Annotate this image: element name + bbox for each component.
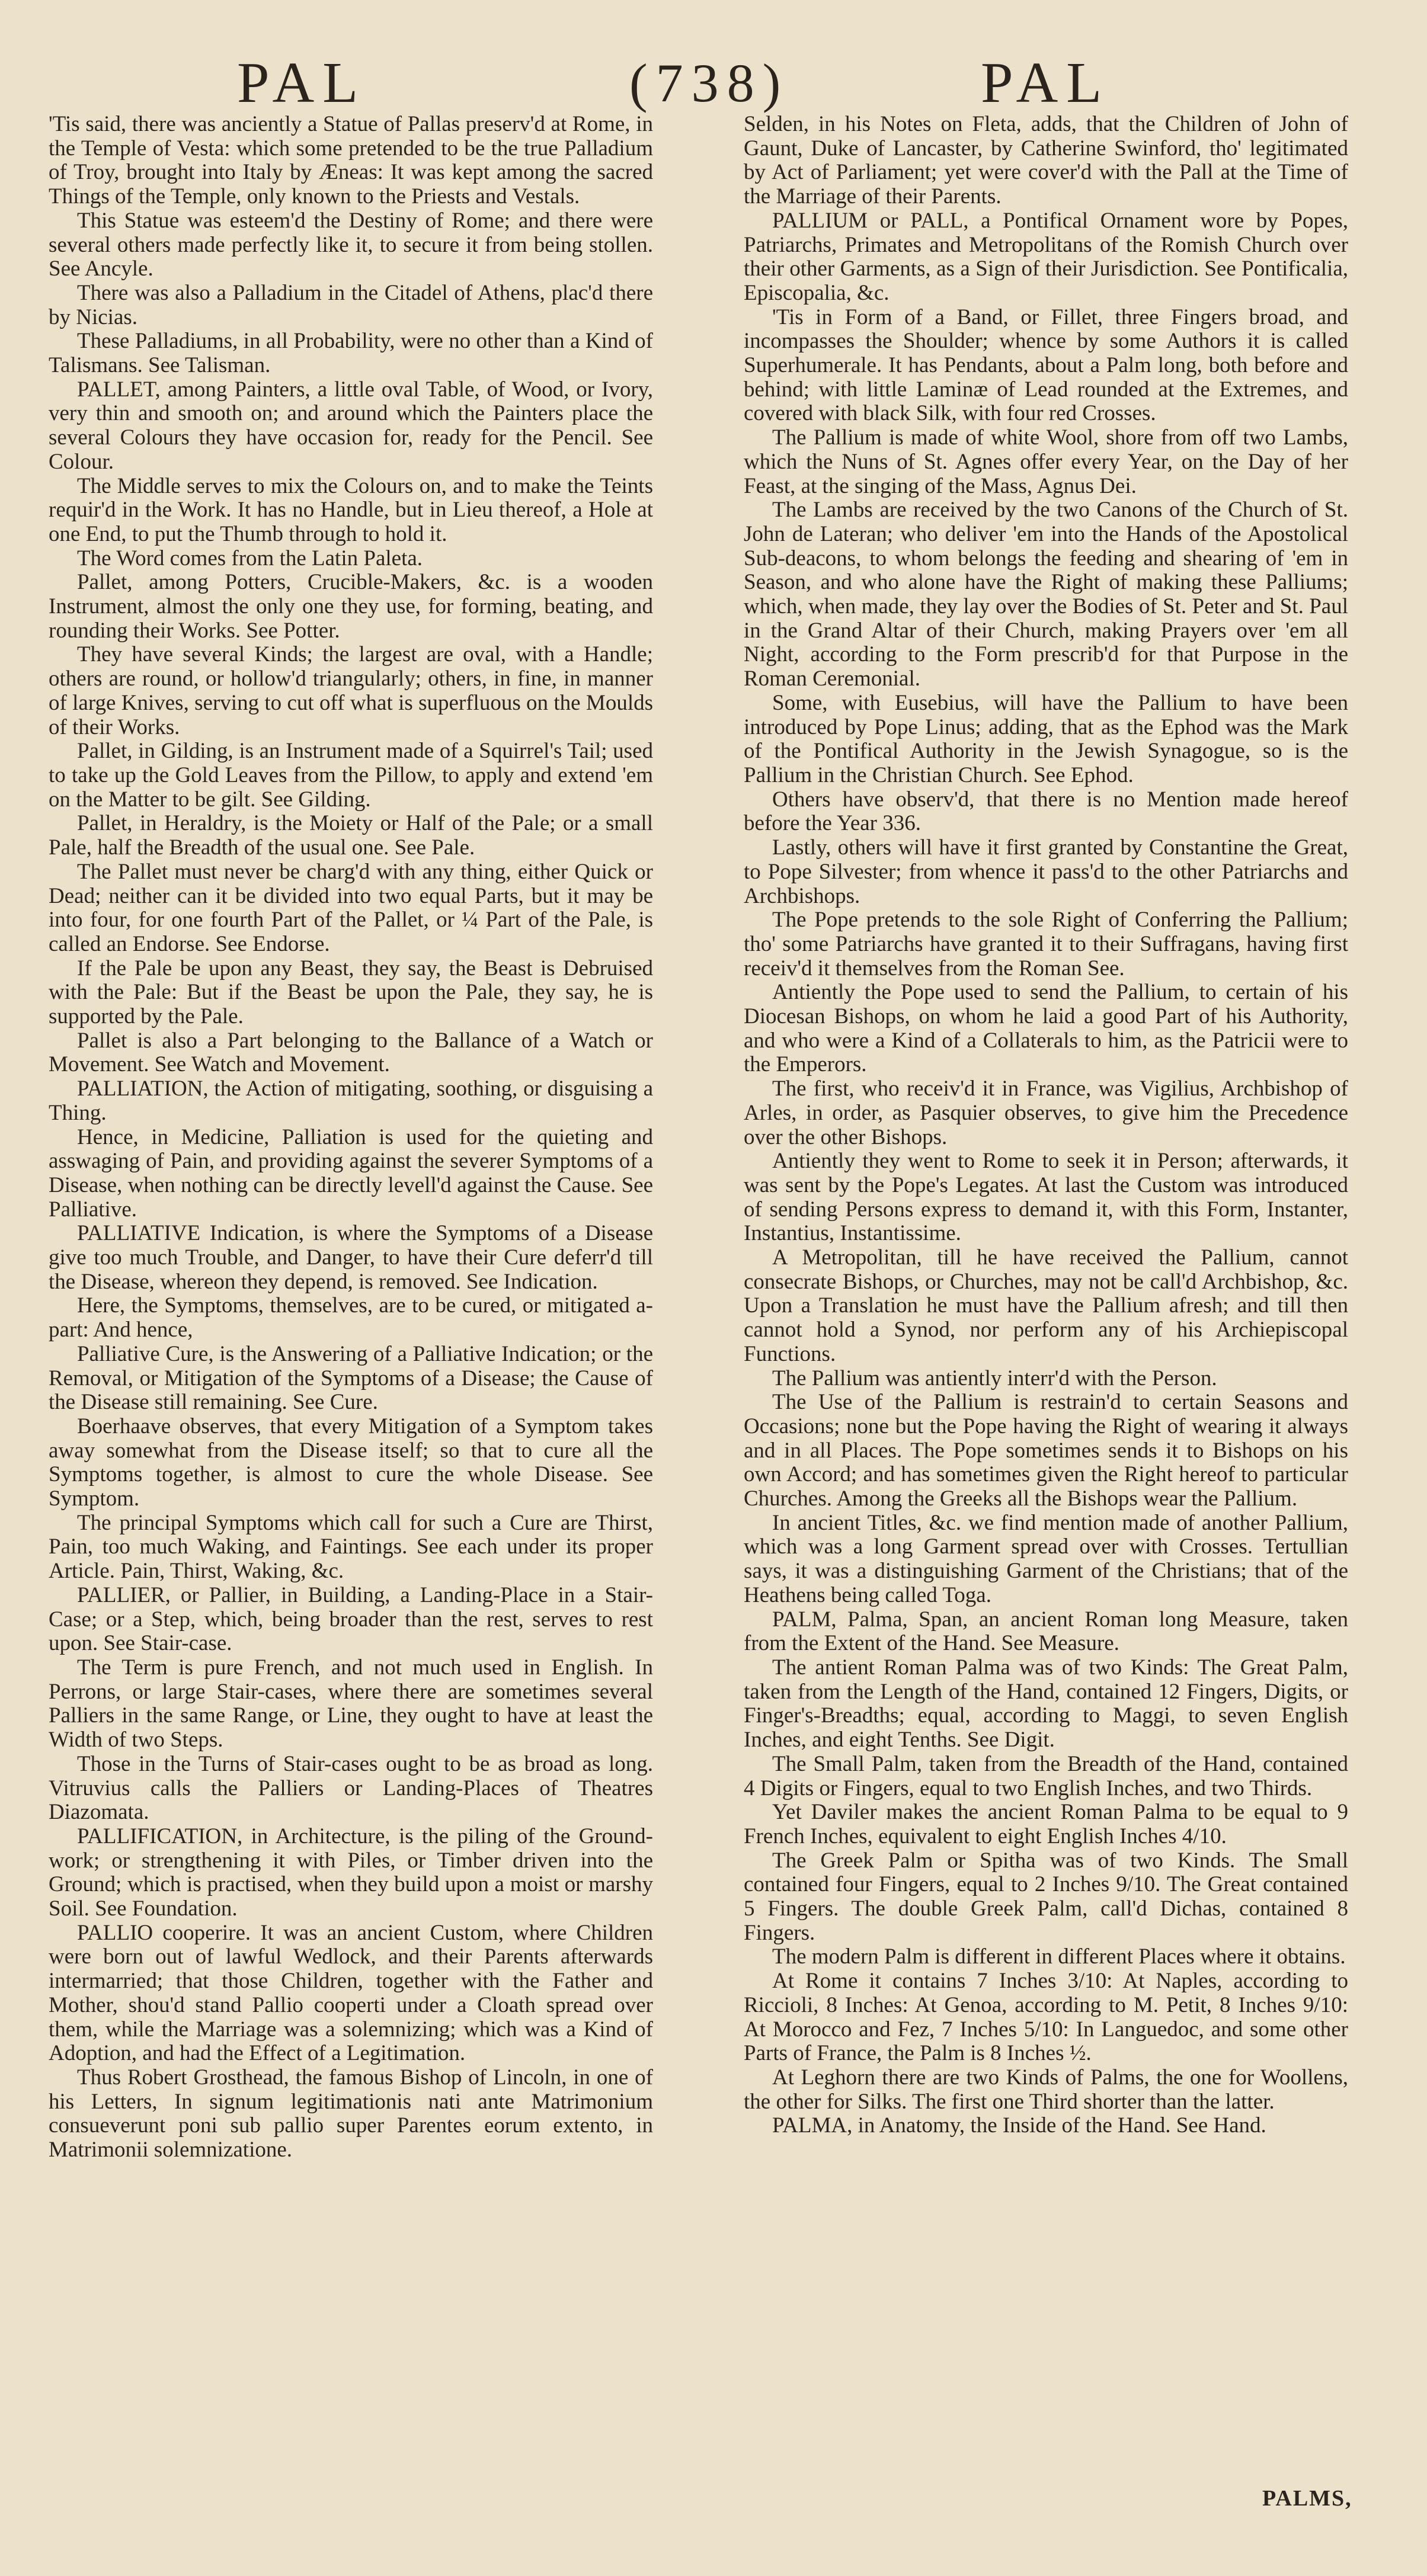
paragraph: A Metropolitan, till he have received the Pallium, cannot consecrate Bishops, or Churches, may not be call'd Archbishop, &c. Upon a Translation he must have the Pallium afresh; and till then cannot hold a Synod, nor perform any of his Archiepiscopal Functions. <box>744 1245 1348 1366</box>
paragraph: Boerhaave observes, that every Mitigation of a Symptom takes away somewhat from the Disease itself; so that to cure all the Symptoms together, is almost to cure the whole Disease. See Symptom. <box>49 1414 653 1511</box>
paragraph: Antiently the Pope used to send the Pallium, to certain of his Diocesan Bishops, on whom he laid a good Part of his Authority, and who were a Kind of a Collaterals to him, as the Patricii were to the Emperors. <box>744 980 1348 1077</box>
paragraph: This Statue was esteem'd the Destiny of Rome; and there were several others made perfectly like it, to secure it from being stollen. See Ancyle. <box>49 208 653 281</box>
paragraph: Here, the Symptoms, themselves, are to be cured, or mitigated a-part: And hence, <box>49 1293 653 1343</box>
entry-pallier: PALLIER, or Pallier, in Building, a Landing-Place in a Stair-Case; or a Step, which, being broader than the rest, serves to rest upon. See Stair-case. <box>49 1582 653 1656</box>
running-header <box>0 47 1427 118</box>
entry-pallet: PALLET, among Painters, a little oval Table, of Wood, or Ivory, very thin and smooth on; and around which the Painters place the several Colours they have occasion for, ready for the Pencil. See Colour. <box>49 377 653 474</box>
paragraph: The Use of the Pallium is restrain'd to certain Seasons and Occasions; none but the Pope having the Right of wearing it always and in all Places. The Pope sometimes sends it to Bishops on his own Accord; and has sometimes given the Right hereof to particular Churches. Among the Greeks all the Bishops wear the Pallium. <box>744 1390 1348 1511</box>
entry-palliative: PALLIATIVE Indication, is where the Symptoms of a Disease give too much Trouble, and Danger, to have their Cure deferr'd till the Disease, whereon they depend, is removed. See Indication. <box>49 1221 653 1294</box>
entry-pallification: PALLIFICATION, in Architecture, is the piling of the Ground-work; or strengthening it with Piles, or Timber driven into the Ground; which is practised, when they build upon a moist or marshy Soil. See Foundation. <box>49 1824 653 1921</box>
paragraph: At Leghorn there are two Kinds of Palms, the one for Woollens, the other for Silks. The first one Third shorter than the latter. <box>744 2065 1348 2114</box>
paragraph: Others have observ'd, that there is no Mention made hereof before the Year 336. <box>744 787 1348 836</box>
paragraph: Pallet, in Gilding, is an Instrument made of a Squirrel's Tail; used to take up the Gold Leaves from the Pillow, to apply and extend 'em on the Matter to be gilt. See Gilding. <box>49 739 653 812</box>
paragraph: Pallet is also a Part belonging to the Ballance of a Watch or Movement. See Watch and Movement. <box>49 1028 653 1077</box>
right-column <box>744 113 1348 2138</box>
paragraph: The modern Palm is different in different Places where it obtains. <box>772 1944 1346 1969</box>
entry-pallio: PALLIO cooperire. It was an ancient Custom, where Children were born out of lawful Wedlock, and their Parents afterwards intermarried; that those Children, together with the Father and Mother, shou'd stand Pallio cooperti under a Cloath spread over them, while the Marriage was a solemnizing; which was a Kind of Adoption, and had the Effect of a Legitimation. <box>49 1920 653 2066</box>
header-right: PAL <box>981 51 1111 115</box>
header-left: PAL <box>237 51 367 115</box>
paragraph: 'Tis said, there was anciently a Statue of Pallas preserv'd at Rome, in the Temple of Vesta: which some pretended to be the true Palladium of Troy, brought into Italy by Æneas: It was kept among the sacred Things of the Temple, only known to the Priests and Vestals. <box>49 112 653 209</box>
paragraph: Those in the Turns of Stair-cases ought to be as broad as long. Vitruvius calls the Palliers or Landing-Places of Theatres Diazomata. <box>49 1751 653 1825</box>
paragraph: Thus Robert Grosthead, the famous Bishop of Lincoln, in one of his Letters, In signum legitimationis nati ante Matrimonium consueverunt poni sub pallio super Parentes eorum extento, in Matrimonii solemnizatione. <box>49 2065 653 2162</box>
paragraph: The Greek Palm or Spitha was of two Kinds. The Small contained four Fingers, equal to 2 Inches 9/10. The Great contained 5 Fingers. The double Greek Palm, call'd Dichas, contained 8 Fingers. <box>744 1848 1348 1945</box>
paragraph: The Pallet must never be charg'd with any thing, either Quick or Dead; neither can it be divided into two equal Parts, but it may be into four, for one fourth Part of the Pallet, or ¼ Part of the Pale, is called an Endorse. See Endorse. <box>49 859 653 956</box>
paragraph: Some, with Eusebius, will have the Pallium to have been introduced by Pope Linus; adding, that as the Ephod was the Mark of the Pontifical Authority in the Jewish Synagogue, so is the Pallium in the Christian Church. See Ephod. <box>744 690 1348 787</box>
paragraph: 'Tis in Form of a Band, or Fillet, three Fingers broad, and incompasses the Shoulder; whence by some Authors it is called Superhumerale. It has Pendants, about a Palm long, both before and behind; with little Laminæ of Lead rounded at the Extremes, and covered with black Silk, with four red Crosses. <box>744 305 1348 426</box>
paragraph: Yet Daviler makes the ancient Roman Palma to be equal to 9 French Inches, equivalent to eight English Inches 4/10. <box>744 1800 1348 1848</box>
paragraph: The Small Palm, taken from the Breadth of the Hand, contained 4 Digits or Fingers, equal to two English Inches, and two Thirds. <box>744 1751 1348 1800</box>
paragraph: They have several Kinds; the largest are oval, with a Handle; others are round, or hollow'd triangularly; others, in fine, in manner of large Knives, serving to cut off what is superfluous on the Moulds of their Works. <box>49 642 653 739</box>
entry-palma: PALMA, in Anatomy, the Inside of the Hand. See Hand. <box>772 2113 1266 2138</box>
paragraph: The principal Symptoms which call for such a Cure are Thirst, Pain, too much Waking, and Faintings. See each under its proper Article. Pain, Thirst, Waking, &c. <box>49 1510 653 1584</box>
paragraph: Pallet, in Heraldry, is the Moiety or Half of the Pale; or a small Pale, half the Breadth of the usual one. See Pale. <box>49 811 653 860</box>
paragraph: In ancient Titles, &c. we find mention made of another Pallium, which was a long Garment spread over with Crosses. Tertullian says, it was a distinguishing Garment of the Christians; that of the Heathens being called Toga. <box>744 1510 1348 1607</box>
paragraph: Palliative Cure, is the Answering of a Palliative Indication; or the Removal, or Mitigation of the Symptoms of a Disease; the Cause of the Disease still remaining. See Cure. <box>49 1341 653 1415</box>
entry-pallium: PALLIUM or PALL, a Pontifical Ornament wore by Popes, Patriarchs, Primates and Metropolitans of the Romish Church over their other Garments, as a Sign of their Jurisdiction. See Pontificalia, Episcopalia, &c. <box>744 208 1348 305</box>
paragraph: The Word comes from the Latin Paleta. <box>77 546 423 571</box>
paragraph: Hence, in Medicine, Palliation is used for the quieting and asswaging of Pain, and providing against the severer Symptoms of a Disease, when nothing can be directly levell'd against the Cause. See Palliative. <box>49 1124 653 1222</box>
paragraph: Selden, in his Notes on Fleta, adds, that the Children of John of Gaunt, Duke of Lancaster, by Catherine Swinford, tho' legitimated by Act of Parliament; yet were cover'd with the Pall at the Time of the Marriage of their Parents. <box>744 112 1348 209</box>
paragraph: If the Pale be upon any Beast, they say, the Beast is Debruised with the Pale: But if the Beast be upon the Pale, they say, he is supported by the Pale. <box>49 956 653 1029</box>
paragraph: The Lambs are received by the two Canons of the Church of St. John de Lateran; who deliver 'em into the Hands of the Apostolical Sub-deacons, to whom belongs the feeding and shearing of 'em in Season, and who alone have the Right of making these Palliums; which, when made, they lay over the Bodies of St. Peter and St. Paul in the Grand Altar of their Church, making Prayers over 'em all Night, according to the Form prescrib'd for that Purpose in the Roman Ceremonial. <box>744 498 1348 691</box>
paragraph: There was also a Palladium in the Citadel of Athens, plac'd there by Nicias. <box>49 280 653 329</box>
page-number: (738) <box>629 53 789 113</box>
catchword: PALMS, <box>1262 2486 1352 2511</box>
paragraph: The Middle serves to mix the Colours on, and to make the Teints requir'd in the Work. It has no Handle, but in Lieu thereof, a Hole at one End, to put the Thumb through to hold it. <box>49 473 653 546</box>
paragraph: The antient Roman Palma was of two Kinds: The Great Palm, taken from the Length of the Hand, contained 12 Fingers, Digits, or Finger's-Breadths; equal, according to Maggi, to seven English Inches, and eight Tenths. See Digit. <box>744 1655 1348 1752</box>
paragraph: Antiently they went to Rome to seek it in Person; afterwards, it was sent by the Pope's Legates. At last the Custom was introduced of sending Persons express to demand it, with this Form, Instanter, Instantius, Instantissime. <box>744 1149 1348 1246</box>
paragraph: The Term is pure French, and not much used in English. In Perrons, or large Stair-cases, where there are sometimes several Palliers in the same Range, or Line, they ought to have at least the Width of two Steps. <box>49 1655 653 1752</box>
paragraph: These Palladiums, in all Probability, were no other than a Kind of Talismans. See Talisman. <box>49 329 653 378</box>
entry-palliation: PALLIATION, the Action of mitigating, soothing, or disguising a Thing. <box>49 1076 653 1125</box>
paragraph: At Rome it contains 7 Inches 3/10: At Naples, according to Riccioli, 8 Inches: At Genoa, according to M. Petit, 8 Inches 9/10: At Morocco and Fez, 7 Inches 5/10: In Languedoc, and some other Parts of France, the Palm is 8 Inches ½. <box>744 1969 1348 2066</box>
left-column <box>49 113 653 2162</box>
paragraph: The Pallium is made of white Wool, shore from off two Lambs, which the Nuns of St. Agnes offer every Year, on the Day of her Feast, at the singing of the Mass, Agnus Dei. <box>744 425 1348 498</box>
paragraph: The Pallium was antiently interr'd with the Person. <box>772 1366 1217 1390</box>
paragraph: The first, who receiv'd it in France, was Vigilius, Archbishop of Arles, in order, as Pasquier observes, to give him the Precedence over the other Bishops. <box>744 1076 1348 1149</box>
paragraph: Pallet, among Potters, Crucible-Makers, &c. is a wooden Instrument, almost the only one they use, for forming, beating, and rounding their Works. See Potter. <box>49 570 653 643</box>
paragraph: The Pope pretends to the sole Right of Conferring the Pallium; tho' some Patriarchs have granted it to their Suffragans, having first receiv'd it themselves from the Roman See. <box>744 908 1348 981</box>
entry-palm: PALM, Palma, Span, an ancient Roman long Measure, taken from the Extent of the Hand. See Measure. <box>744 1607 1348 1656</box>
paragraph: Lastly, others will have it first granted by Constantine the Great, to Pope Silvester; from whence it pass'd to the other Patriarchs and Archbishops. <box>744 835 1348 908</box>
